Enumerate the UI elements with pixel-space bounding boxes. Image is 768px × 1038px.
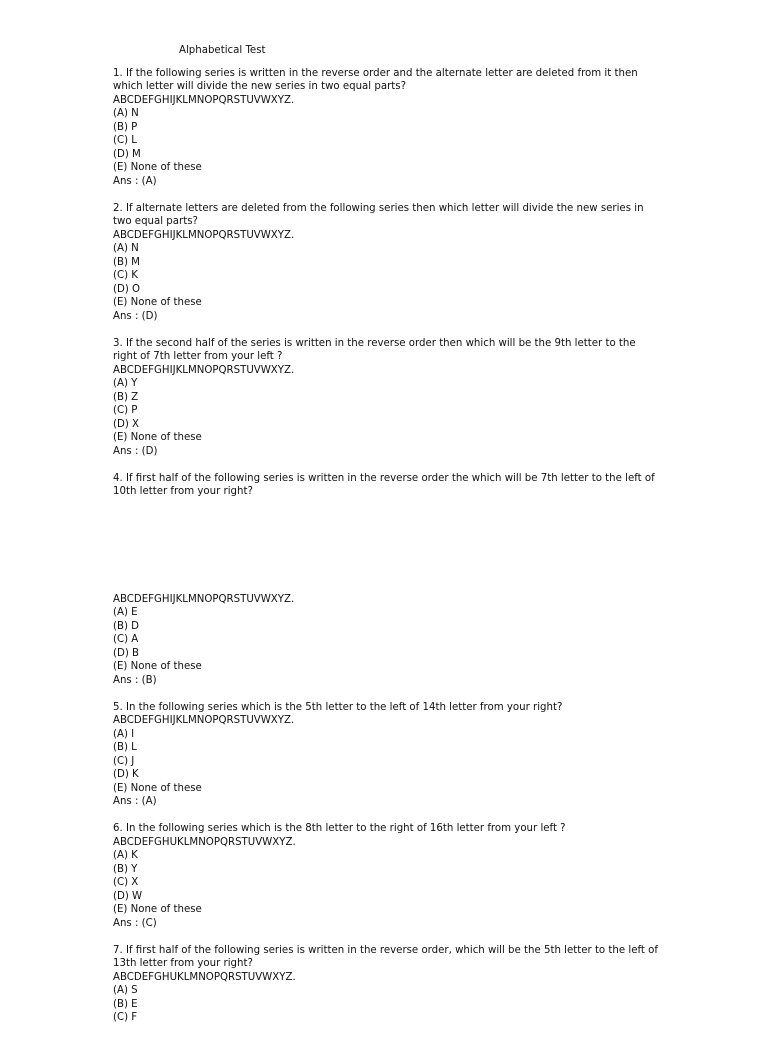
answer: Ans : (D) <box>113 310 158 322</box>
question-text-line: 10th letter from your right? <box>113 486 253 497</box>
option-a: (A) S <box>113 985 138 996</box>
option-b: (B) Z <box>113 391 139 403</box>
option-a: (A) N <box>113 108 139 119</box>
option-c: (C) J <box>113 755 135 767</box>
option-b: (B) L <box>113 742 137 753</box>
option-e: (E) None of these <box>113 661 202 672</box>
option-e: (E) None of these <box>113 162 202 173</box>
option-a: (A) N <box>113 243 139 254</box>
option-c: (C) X <box>113 877 139 888</box>
answer: Ans : (C) <box>113 917 157 929</box>
question-text-line: 2. If alternate letters are deleted from the following series then which letter will divide the new series in <box>113 202 644 214</box>
option-c: (C) K <box>113 270 138 281</box>
option-c: (C) P <box>113 405 138 416</box>
option-b: (B) D <box>113 620 140 632</box>
document-page <box>113 44 673 1038</box>
option-b: (B) Y <box>113 863 138 875</box>
question-text-line: 6. In the following series which is the 8th letter to the right of 16th letter from your left ? <box>113 823 566 834</box>
letter-series: ABCDEFGHIJKLMNOPQRSTUVWXYZ. <box>113 715 295 726</box>
letter-series: ABCDEFGHIJKLMNOPQRSTUVWXYZ. <box>113 94 295 106</box>
question-text-line: 5. In the following series which is the 5th letter to the left of 14th letter from your right? <box>113 701 563 713</box>
option-a: (A) I <box>113 728 135 740</box>
option-d: (D) O <box>113 283 141 295</box>
question-text-line: 4. If first half of the following series is written in the reverse order the which will be 7th letter to the left of <box>113 472 655 484</box>
option-b: (B) E <box>113 998 138 1010</box>
answer: Ans : (B) <box>113 674 157 686</box>
question-1 <box>113 67 673 189</box>
question-text-line: which letter will divide the new series in two equal parts? <box>113 81 406 92</box>
option-c: (C) F <box>113 1012 138 1023</box>
letter-series: ABCDEFGHUKLMNOPQRSTUVWXYZ. <box>113 971 296 983</box>
question-text-line: 7. If first half of the following series is written in the reverse order, which will be the 5th letter to the left of <box>113 944 658 956</box>
question-text-line: 1. If the following series is written in the reverse order and the alternate letter are deleted from it then <box>113 67 638 79</box>
option-e: (E) None of these <box>113 904 202 915</box>
question-text-line: right of 7th letter from your left ? <box>113 351 283 362</box>
question-text-line: 3. If the second half of the series is written in the reverse order then which will be the 9th letter to the <box>113 337 636 349</box>
question-text-line: 13th letter from your right? <box>113 958 253 969</box>
option-c: (C) L <box>113 135 137 146</box>
option-e: (E) None of these <box>113 297 202 308</box>
option-d: (D) X <box>113 418 140 430</box>
option-d: (D) B <box>113 647 140 659</box>
option-e: (E) None of these <box>113 432 202 443</box>
letter-series: ABCDEFGHIJKLMNOPQRSTUVWXYZ. <box>113 364 295 376</box>
question-5 <box>113 701 673 809</box>
question-4 <box>113 472 673 688</box>
question-7 <box>113 944 673 1025</box>
letter-series: ABCDEFGHIJKLMNOPQRSTUVWXYZ. <box>113 229 295 241</box>
option-a: (A) Y <box>113 378 138 389</box>
document-title: Alphabetical Test <box>179 45 266 56</box>
option-d: (D) W <box>113 890 143 902</box>
answer: Ans : (A) <box>113 175 157 187</box>
option-d: (D) M <box>113 148 141 160</box>
option-e: (E) None of these <box>113 782 202 794</box>
option-b: (B) M <box>113 256 140 268</box>
question-3 <box>113 337 673 459</box>
option-d: (D) K <box>113 769 139 780</box>
option-a: (A) E <box>113 607 138 618</box>
option-b: (B) P <box>113 121 138 133</box>
question-2 <box>113 202 673 324</box>
option-c: (C) A <box>113 634 139 645</box>
blank-space <box>113 499 673 593</box>
question-text-line: two equal parts? <box>113 216 198 227</box>
answer: Ans : (D) <box>113 445 158 457</box>
question-6 <box>113 822 673 930</box>
option-a: (A) K <box>113 850 138 861</box>
letter-series: ABCDEFGHUKLMNOPQRSTUVWXYZ. <box>113 836 296 848</box>
answer: Ans : (A) <box>113 796 157 807</box>
letter-series: ABCDEFGHIJKLMNOPQRSTUVWXYZ. <box>113 593 295 605</box>
